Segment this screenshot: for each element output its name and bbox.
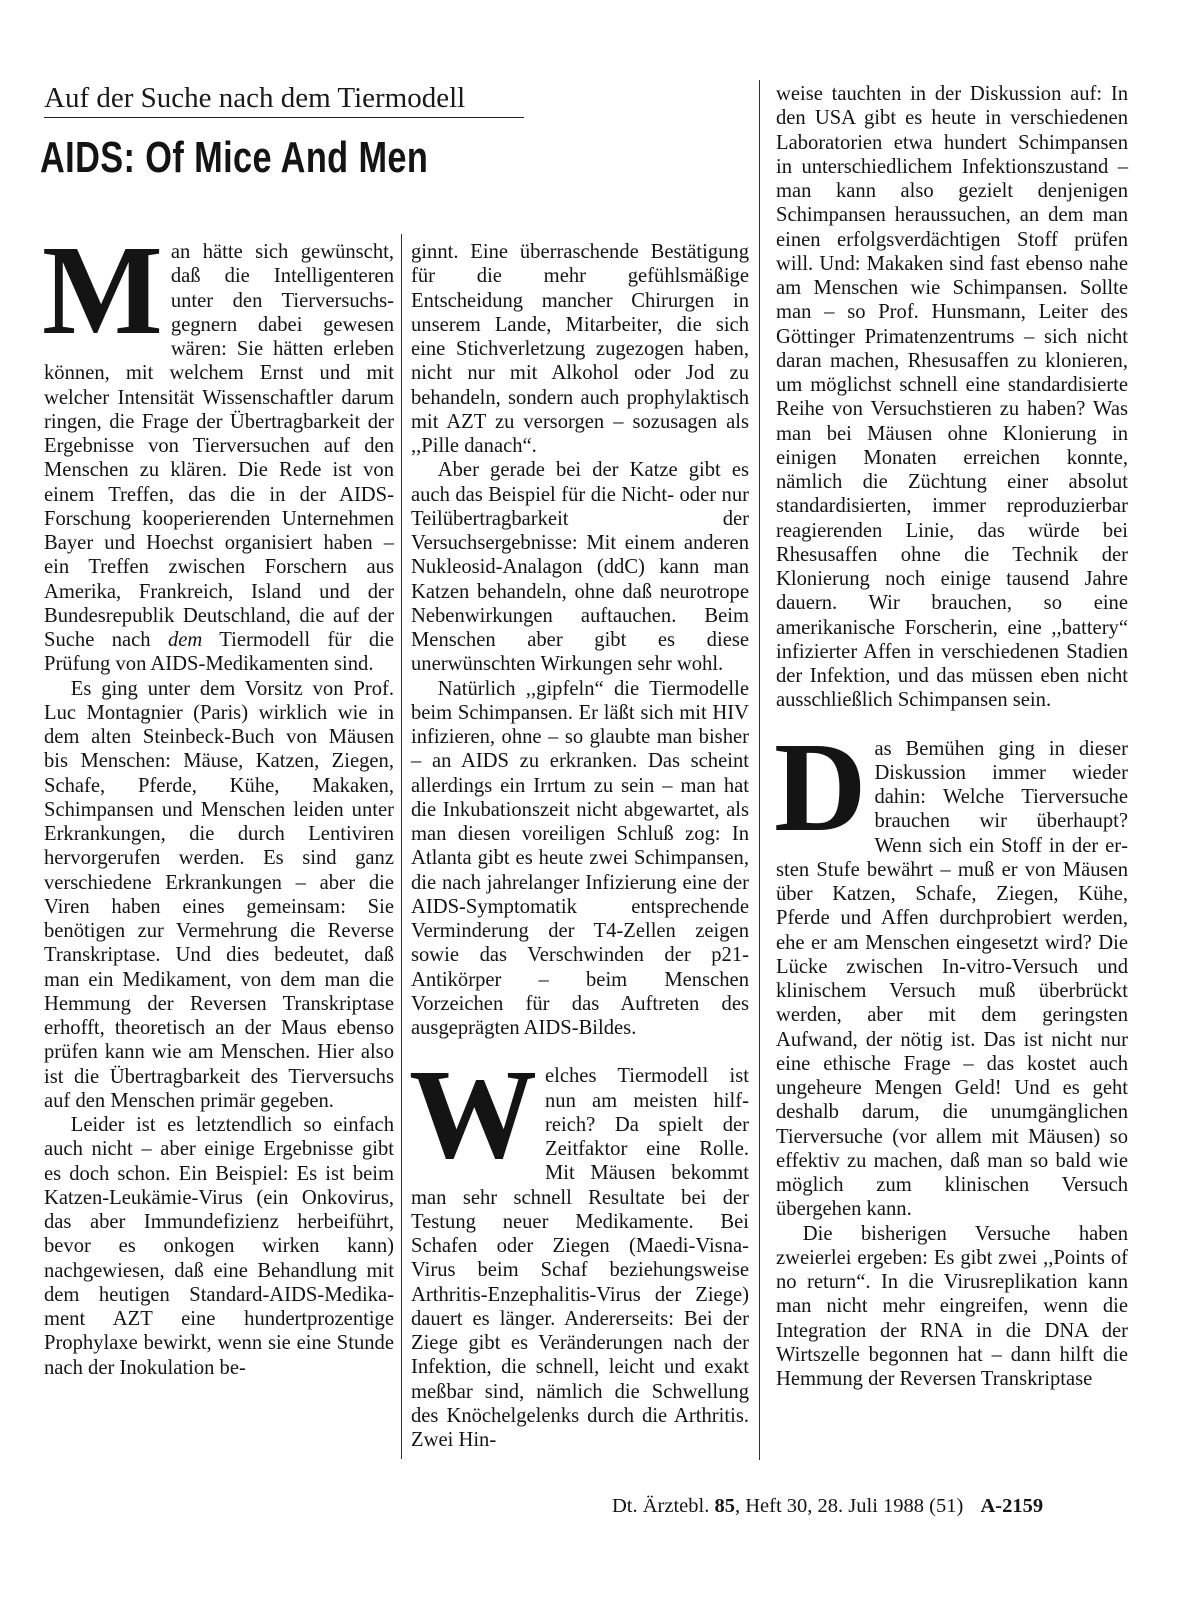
drop-cap: D	[774, 715, 867, 858]
paragraph: weise tauchten in der Diskussion auf: In den USA gibt es heute in verschiedenen Laboratorien etwa hundert Schimpansen in unterschiedlichem Infektionszustand – man kann also gezielt denjenigen Schimpansen heraussuchen, an dem man einen erfolgsverdächtigen Stoff prüfen will. Und: Makaken sind fast ebenso nahe am Menschen wie Schimpansen. Sollte man – so Prof. Hunsmann, Leiter des Göttinger Primatenzentrums – sich nicht daran machen, Rhesusaffen zu klonieren, um möglichst schnell eine standardisierte Reihe von Versuchstieren zu haben? Was man bei Mäusen ohne Klonierung in einigen Monaten erreichen konnte, nämlich die Züchtung einer absolut standardisierten, immer reproduzierbar reagierenden Linie, das würde bei Rhesusaffen ohne die Technik der Klonierung noch einige tausend Jahre dauern. Wir brauchen, so eine amerikanische Forscherin, eine ,,battery“ infizierter Affen in verschiedenen Stadien der Infektion, und das müssen eben nicht ausschließlich Schimpansen sein.	[776, 83, 1128, 712]
paragraph-text: Tiermodell für die Prüfung von AIDS-Medikamenten sind.	[44, 629, 394, 676]
emphasis-text: dem	[167, 629, 203, 651]
paragraph	[42, 219, 394, 677]
drop-cap: M	[42, 219, 163, 361]
paragraph: Leider ist es letztendlich so einfach auch nicht – aber einige Ergebnisse gibt es doch schon. Ein Beispiel: Es ist beim Katzen-Leukämie-Virus (ein Onkovirus, das aber Immundefizienz herbeiführt, bevor es onkogen wirken kann) nachgewiesen, daß eine Behandlung mit dem heutigen Standard-AIDS-Medikament AZT eine hundertprozentige Prophylaxe bewirkt, wenn sie eine Stunde nach der Inokulation be-	[44, 1114, 394, 1379]
page-footer	[612, 1495, 1043, 1518]
kicker-subtitle: Auf der Suche nach dem Tiermodell	[44, 80, 524, 118]
issue-info: , Heft 30, 28. Juli 1988 (51)	[734, 1495, 964, 1517]
article-column-1	[42, 219, 394, 1380]
article-headline: AIDS: Of Mice And Men	[40, 133, 429, 182]
paragraph: Aber gerade bei der Katze gibt es auch das Beispiel für die Nicht- oder nur Teilübertragbarkeit der Versuchsergebnisse: Mit einem anderen Nukleosid-Analagon (ddC) kann man Katzen behandeln, ohne daß neurotrope Nebenwirkungen auftauchen. Beim Menschen aber gibt es diese unerwünschten Wirkungen sehr wohl.	[411, 459, 749, 676]
paragraph-text: an hätte sich gewünscht, daß die Intelligenteren unter den Tierversuchsgegnern dabei gewesen wären: Sie hätten erleben können, mit welchem Ernst und mit welcher Intensität Wissenschaftler darum ringen, die Frage der Übertragbarkeit der Ergebnisse von Tierversuchen auf den Menschen zu klären. Die Rede ist von einem Treffen, das die in der AIDS-Forschung kooperierenden Unternehmen Bayer und Hoechst organisiert haben – ein Treffen zwischen Forschern aus Amerika, Frankreich, Island und der Bundesrepublik Deutschland, die auf der Suche nach	[44, 241, 394, 651]
volume-number: 85	[714, 1495, 735, 1517]
column-rule-1	[401, 234, 402, 1459]
paragraph: Es ging unter dem Vorsitz von Prof. Luc Montagnier (Paris) wirklich wie in dem alten Steinbeck-Buch von Mäusen bis Menschen: Mäuse, Katzen, Ziegen, Schafe, Pferde, Kühe, Makaken, Schimpansen und Menschen leiden unter Erkrankungen, die durch Lentiviren hervorgerufen werden. Es sind ganz verschiedene Erkrankungen – aber die Viren haben eines gemeinsam: Sie benötigen zur Vermehrung die Reverse Transkriptase. Und dies bedeutet, daß man ein Medikament, von dem man die Hemmung der Reversen Transkriptase erhofft, theoretisch an der Maus ebenso prüfen kann wie am Menschen. Hier also ist die Übertragbarkeit des Tierversuchs auf den Menschen primär gegeben.	[44, 677, 394, 1112]
paragraph-text: as Bemühen ging in dieser Diskussion immer wieder dahin: Welche Tierversuche brauchen wir überhaupt? Wenn sich ein Stoff in der ersten Stufe bewährt – muß er von Mäusen über Katzen, Schafe, Ziegen, Kühe, Pferde und Affen durchprobiert werden, ehe er am Menschen eingesetzt wird? Die Lücke zwischen In-vitro-Versuch und klinischem Versuch muß überbrückt werden, aber mit dem geringsten Aufwand, der nötig ist. Das ist nicht nur eine ethische Frage – das kostet auch ungeheure Mengen Geld! Und es geht deshalb darum, die unumgänglichen Tierversuche (vor allem mit Mäusen) so effektiv zu machen, daß man so bald wie möglich zum klinischen Versuch übergehen kann.	[776, 737, 1128, 1221]
paragraph: Natürlich ,,gipfeln“ die Tiermodelle beim Schimpansen. Er läßt sich mit HIV infizieren, ohne – so glaubte man bisher – an AIDS zu erkranken. Das scheint allerdings ein Irrtum zu sein – man hat die Inkubationszeit nicht abgewartet, als man diesen voreiligen Schluß zog: In Atlanta gibt es heute zwei Schimpansen, die nach jahrelanger Infizierung eine der AIDS-Symptomatik entsprechende Verminderung der T4-Zellen zeigen sowie das Verschwinden der p21-Antikörper – beim Menschen Vorzeichen für das Auftreten des ausgeprägten AIDS-Bildes.	[411, 677, 749, 1039]
article-column-3	[776, 82, 1128, 1391]
paragraph	[774, 715, 1128, 1222]
journal-name: Dt. Ärztebl.	[612, 1495, 710, 1517]
drop-cap: W	[409, 1043, 537, 1186]
paragraph: Die bisherigen Versuche haben zweierlei ergeben: Es gibt zwei ,,Points of no return“. In die Virusreplikation kann man nicht mehr eingreifen, wenn die Integration der RNA in die DNA der Wirtszelle begonnen hat – dann hilft die Hemmung der Reversen Transkriptase	[776, 1222, 1128, 1390]
page-number: A-2159	[980, 1495, 1044, 1517]
paragraph	[409, 1043, 749, 1452]
paragraph: ginnt. Eine überraschende Bestätigung für die mehr gefühlsmäßige Entscheidung mancher Chirurgen in unserem Lande, Mitarbeiter, die sich eine Stichverletzung zugezogen haben, nicht nur mit Alkohol oder Jod zu behandeln, sondern auch prophylaktisch mit AZT zu versorgen – sozusagen als ,,Pille danach“.	[411, 241, 749, 457]
column-rule-2	[759, 80, 760, 1460]
article-column-2	[411, 240, 749, 1452]
paragraph-text: elches Tiermodell ist nun am meisten hilfreich? Da spielt der Zeitfaktor eine Rolle. Mit Mäusen bekommt man sehr schnell Resultate bei der Testung neuer Medikamente. Bei Schafen oder Ziegen (Maedi-Visna-Virus beim Schaf beziehungsweise Arthritis-Enzephalitis-Virus der Ziege) dauert es länger. Andererseits: Bei der Ziege gibt es Veränderungen nach der Infektion, die schnell, leicht und exakt meßbar sind, nämlich die Schwellung des Knöchelgelenks durch die Arthritis. Zwei Hin-	[411, 1065, 749, 1451]
